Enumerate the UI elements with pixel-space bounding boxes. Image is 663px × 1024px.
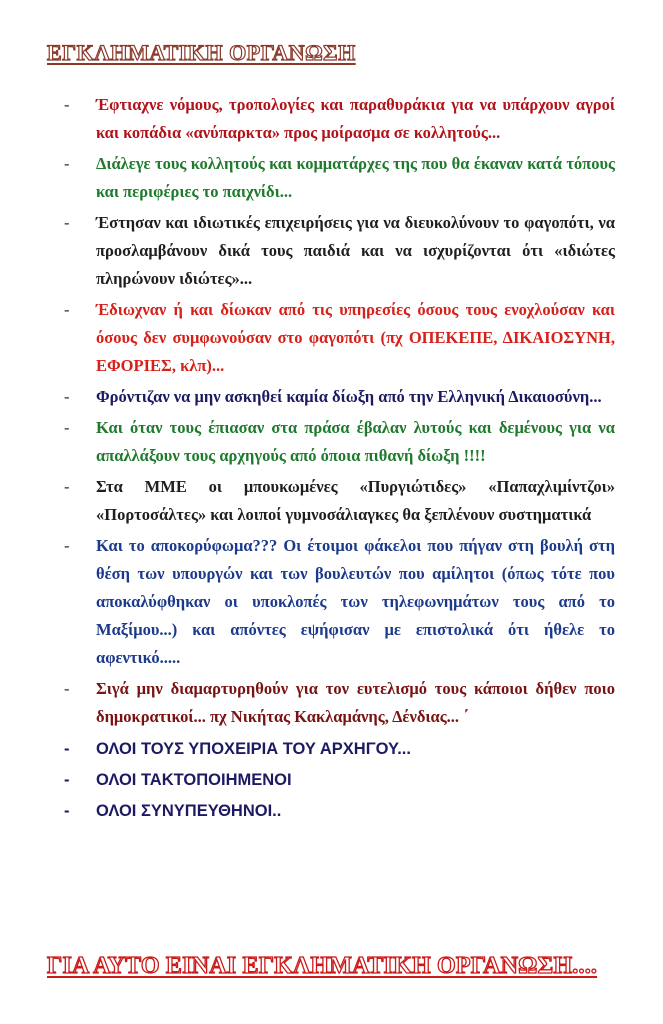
- list-item-text: Έφτιαχνε νόμους, τροπολογίες και παραθυράκια για να υπάρχουν αγροί και κοπάδια «ανύπαρκτα» προς μοίρασμα σε κολλητούς...: [96, 95, 615, 143]
- list-item-text: Έδιωχναν ή και δίωκαν από τις υπηρεσίες όσους τους ενοχλούσαν και όσους δεν συμφωνούσαν στο φαγοπότι (πχ ΟΠΕΚΕΠΕ, ΔΙΚΑΙΟΣΥΝΗ, ΕΦΟΡΙΕΣ, κλπ)...: [96, 299, 615, 376]
- list-item-text: ΟΛΟΙ ΤΑΚΤΟΠΟΙΗΜΕΝΟΙ: [96, 770, 292, 789]
- list-item: [60, 414, 615, 470]
- list-item: [60, 532, 615, 673]
- list-item-text: Φρόντιζαν να μην ασκηθεί καμία δίωξη από την Ελληνική Δικαιοσύνη...: [96, 387, 602, 407]
- list-item: [60, 209, 615, 294]
- bullet-dash: -: [64, 801, 70, 820]
- list-item: [60, 765, 615, 796]
- list-item-text: Και το αποκορύφωμα??? Οι έτοιμοι φάκελοι που πήγαν στη βουλή στη θέση των υπουργών και των βουλευτών που αμίλητοι (όπως τότε που αποκαλύφθηκαν οι υποκλοπές των τηλεφωνημάτων τους από το Μαξίμου...) και απόντες εψήφισαν με επιστολικά ότι ήθελε το αφεντικό.....: [96, 535, 615, 668]
- list-item-text: Διάλεγε τους κολλητούς και κομματάρχες της που θα έκαναν κατά τόπους και περιφέριες το παιχνίδι...: [96, 153, 615, 202]
- bullet-list: [60, 91, 615, 827]
- list-item-text: Και όταν τους έπιασαν στα πράσα έβαλαν λυτούς και δεμένους για να απαλλάξουν τους αρχηγούς από όποια πιθανή δίωξη !!!!: [96, 417, 615, 465]
- bullet-dash: -: [64, 417, 70, 437]
- bullet-dash: -: [64, 299, 70, 319]
- list-item: [60, 675, 615, 731]
- list-item: [60, 473, 615, 529]
- list-item-text: ΟΛΟΙ ΤΟΥΣ ΥΠΟΧΕΙΡΙΑ ΤΟΥ ΑΡΧΗΓΟΥ...: [96, 739, 411, 758]
- bullet-dash: -: [64, 95, 70, 114]
- list-item: [60, 383, 615, 411]
- list-item-text: Έστησαν και ιδιωτικές επιχειρήσεις για να διευκολύνουν το φαγοπότι, να προσλαμβάνουν δικά τους παιδιά και να ισχυρίζονται ότι «ιδιώτες πληρώνουν ιδιώτες»...: [96, 212, 615, 289]
- bullet-dash: -: [64, 387, 70, 407]
- list-item: [60, 796, 615, 827]
- list-item: [60, 150, 615, 206]
- list-item-text: Σιγά μην διαμαρτυρηθούν για τον ευτελισμό τους κάποιοι δήθεν ποιο δημοκρατικοί... πχ Νικήτας Κακλαμάνης, Δένδιας... ΄: [96, 679, 615, 727]
- footer-heading: ΓΙΑ ΑΥΤΟ ΕΙΝΑΙ ΕΓΚΛΗΜΑΤΙΚΗ ΟΡΓΑΝΩΣΗ....: [47, 953, 598, 979]
- list-item-text: Στα ΜΜΕ οι μπουκωμένες «Πυργιώτιδες» «Παπαχλιμίντζοι» «Πορτοσάλτες» και λοιποί γυμνοσάλιαγκες θα ξεπλένουν συστηματικά: [96, 476, 615, 524]
- list-item: [60, 734, 615, 765]
- bullet-dash: -: [64, 535, 70, 555]
- bullet-dash: -: [64, 153, 70, 173]
- bullet-dash: -: [64, 212, 70, 232]
- bullet-dash: -: [64, 739, 70, 758]
- bullet-dash: -: [64, 476, 70, 496]
- list-item: [60, 296, 615, 381]
- list-item-text: ΟΛΟΙ ΣΥΝΥΠΕΥΘΗΝΟΙ..: [96, 801, 282, 820]
- list-item: [60, 91, 615, 147]
- bullet-dash: -: [64, 679, 70, 699]
- bullet-dash: -: [64, 770, 70, 789]
- document-title: ΕΓΚΛΗΜΑΤΙΚΗ ΟΡΓΑΝΩΣΗ: [47, 40, 356, 65]
